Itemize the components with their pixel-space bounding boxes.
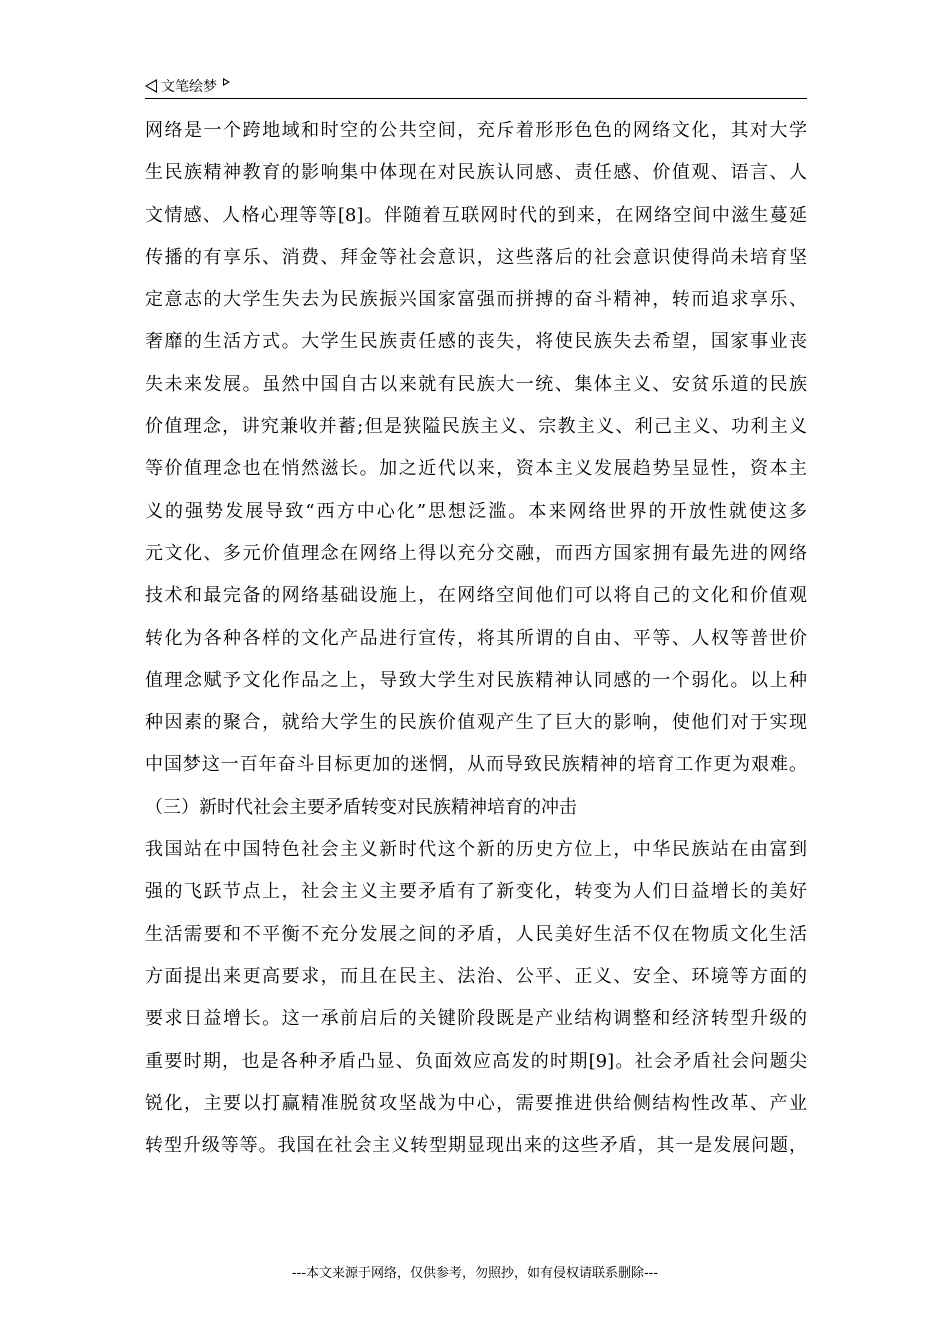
text-line: 我国站在中国特色社会主义新时代这个新的历史方位上，中华民族站在由富到 [145,839,807,861]
section-heading: （三）新时代社会主要矛盾转变对民族精神培育的冲击 [145,796,577,818]
text-line: 转化为各种各样的文化产品进行宣传，将其所谓的自由、平等、人权等普世价 [145,627,807,649]
text-line: 技术和最完备的网络基础设施上，在网络空间他们可以将自己的文化和价值观 [145,585,807,607]
text-line: 生民族精神教育的影响集中体现在对民族认同感、责任感、价值观、语言、人 [145,162,807,184]
text-line: 重要时期，也是各种矛盾凸显、负面效应高发的时期[9]。社会矛盾社会问题尖 [145,1050,807,1072]
header-divider [145,98,807,99]
text-line: 值理念赋予文化作品之上，导致大学生对民族精神认同感的一个弱化。以上种 [145,669,807,691]
text-line: 方面提出来更高要求，而且在民主、法治、公平、正义、安全、环境等方面的 [145,965,807,987]
text-line: 奢靡的生活方式。大学生民族责任感的丧失，将使民族失去希望，国家事业丧 [145,331,807,353]
text-line: 传播的有享乐、消费、拜金等社会意识，这些落后的社会意识使得尚未培育坚 [145,246,807,268]
text-line: 要求日益增长。这一承前启后的关键阶段既是产业结构调整和经济转型升级的 [145,1008,807,1030]
page-footer-notice: ---本文来源于网络，仅供参考，勿照抄，如有侵权请联系删除--- [291,1266,659,1281]
text-line: 锐化，主要以打赢精准脱贫攻坚战为中心，需要推进供给侧结构性改革、产业 [145,1092,807,1114]
right-triangle-icon [223,78,230,86]
header-brand: 文笔绘梦 [161,79,217,95]
document-body [145,110,807,1167]
text-line: 中国梦这一百年奋斗目标更加的迷惘，从而导致民族精神的培育工作更为艰难。 [145,754,807,776]
text-line: 生活需要和不平衡不充分发展之间的矛盾，人民美好生活不仅在物质文化生活 [145,923,807,945]
text-line: 文情感、人格心理等等[8]。伴随着互联网时代的到来，在网络空间中滋生蔓延 [145,204,807,226]
text-line: 转型升级等等。我国在社会主义转型期显现出来的这些矛盾，其一是发展问题， [145,1135,807,1157]
text-line: 义的强势发展导致“西方中心化”思想泛滥。本来网络世界的开放性就使这多 [145,500,807,522]
text-line: 定意志的大学生失去为民族振兴国家富强而拼搏的奋斗精神，转而追求享乐、 [145,289,807,311]
text-line: 价值理念，讲究兼收并蓄;但是狭隘民族主义、宗教主义、利己主义、功利主义 [145,416,807,438]
text-line: 强的飞跃节点上，社会主义主要矛盾有了新变化，转变为人们日益增长的美好 [145,881,807,903]
text-line: 等价值理念也在悄然滋长。加之近代以来，资本主义发展趋势呈显性，资本主 [145,458,807,480]
text-line: 网络是一个跨地域和时空的公共空间，充斥着形形色色的网络文化，其对大学 [145,120,807,141]
page-header [145,76,807,96]
text-line: 元文化、多元价值理念在网络上得以充分交融，而西方国家拥有最先进的网络 [145,542,807,564]
text-line: 种因素的聚合，就给大学生的民族价值观产生了巨大的影响，使他们对于实现 [145,712,807,734]
text-line: 失未来发展。虽然中国自古以来就有民族大一统、集体主义、安贫乐道的民族 [145,373,807,395]
left-triangle-icon [145,79,157,93]
